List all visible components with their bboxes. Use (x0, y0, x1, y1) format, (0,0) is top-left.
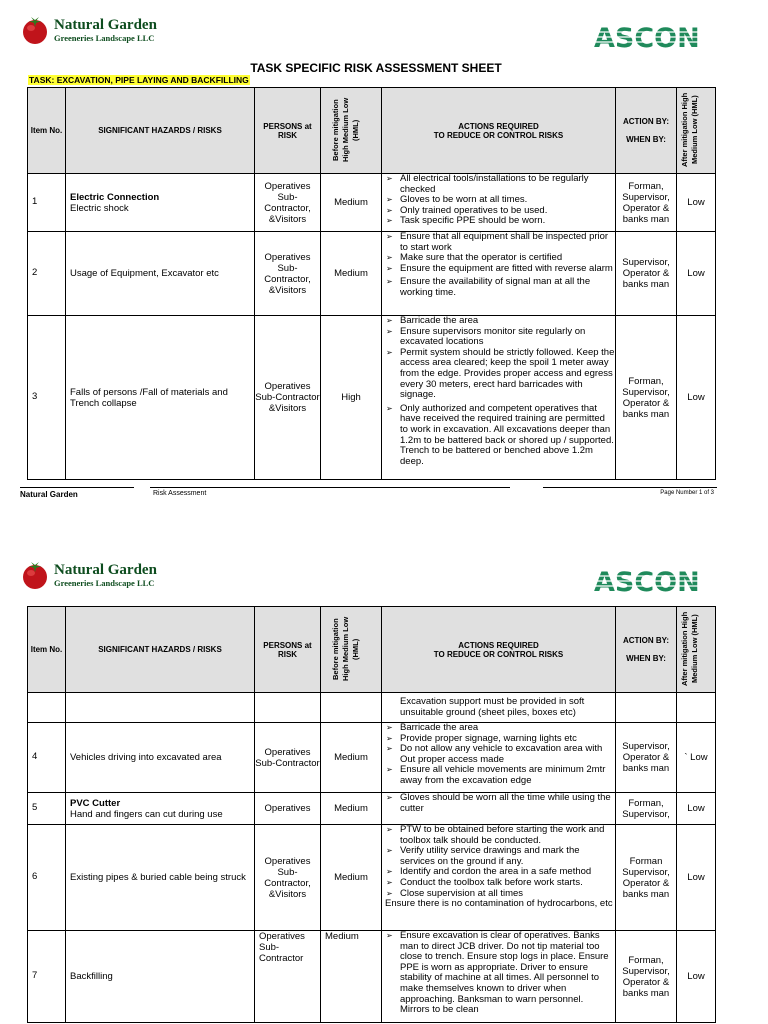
after-cell: Low (677, 232, 716, 316)
before-cell: Medium (321, 793, 382, 825)
after-cell: Low (677, 931, 716, 1023)
action-item: ➢ Provide proper signage, warning lights etc (400, 734, 615, 745)
footer-doc: Risk Assessment (153, 490, 207, 497)
header-item: Item No. (28, 88, 66, 174)
table-header-row (28, 88, 716, 174)
action-item: ➢ Permit system should be strictly followed. Keep the access area cleared; keep the spoil 1 meter away from the edge. Provides proper access and egress every 30 meters, erect hard barricades with signage. (400, 348, 615, 401)
hazard-cell: Vehicles driving into excavated area (66, 723, 255, 793)
company-subtitle: Greeneries Landscape LLC (54, 33, 155, 43)
header-actions: ACTIONS REQUIRED TO REDUCE OR CONTROL RISKS (382, 607, 616, 693)
header-item: Item No. (28, 607, 66, 693)
hazard-cell: Usage of Equipment, Excavator etc (66, 232, 255, 316)
action-item: ➢ Ensure excavation is clear of operatives. Banks man to direct JCB driver. Do not tip material too close to trench. Ensure stop logs in place. Ensure PPE is worn as appropriate. Driver to ensure stability of machine at all times. All personnel to make themselves known to driver when approaching. Banksman to warn personnel. Mirrors to be clean (400, 931, 615, 1016)
action-item: ➢ Conduct the toolbox talk before work starts. (400, 878, 615, 889)
action-by-cell: Forman, Supervisor, Operator & banks man (616, 174, 677, 232)
action-item: ➢ All electrical tools/installations to be regularly checked (400, 174, 615, 195)
sheet-title: TASK SPECIFIC RISK ASSESSMENT SHEET (250, 61, 502, 75)
after-cell: Low (677, 174, 716, 232)
hazard-cell: PVC Cutter Hand and fingers can cut during use (66, 793, 255, 825)
continuation-row (28, 693, 716, 723)
header-actions: ACTIONS REQUIRED TO REDUCE OR CONTROL RISKS (382, 88, 616, 174)
header-hazards: SIGNIFICANT HAZARDS / RISKS (66, 607, 255, 693)
continuation-text: Excavation support must be provided in soft unsuitable ground (sheet piles, boxes etc) (382, 693, 616, 723)
action-item: ➢ Verify utility service drawings and mark the services on the ground if any. (400, 846, 615, 867)
header-persons: PERSONS at RISK (255, 607, 321, 693)
header-before: Before mitigation High Medium Low (HML) (331, 616, 360, 681)
page-1 (0, 0, 768, 500)
company-name: Natural Garden (54, 17, 157, 33)
tomato-logo-icon (20, 560, 50, 590)
action-item: ➢ Ensure all vehicle movements are minimum 2mtr away from the excavation edge (400, 765, 615, 786)
action-item: ➢ Only trained operatives to be used. (400, 206, 615, 217)
persons-cell: Operatives Sub-Contractor &Visitors (255, 316, 321, 480)
before-cell: Medium (321, 723, 382, 793)
actions-cell (382, 825, 616, 931)
action-item: ➢ Close supervision at all times (400, 889, 615, 900)
action-by-cell: Supervisor, Operator & banks man (616, 232, 677, 316)
ascon-logo (594, 24, 712, 50)
action-item: ➢ Barricade the area (400, 723, 615, 734)
footer-page-number: Page Number 1 of 3 (660, 490, 714, 496)
action-item: ➢ Gloves to be worn at all times. (400, 195, 615, 206)
action-note: Ensure there is no contamination of hydrocarbons, etc (385, 898, 613, 910)
item-number: 7 (28, 931, 66, 1023)
table-row (28, 931, 716, 1023)
header-before: Before mitigation High Medium Low (HML) (331, 97, 360, 162)
header-action-by: ACTION BY: WHEN BY: (616, 88, 677, 174)
action-item: ➢ PTW to be obtained before starting the work and toolbox talk should be conducted. (400, 825, 615, 846)
action-by-cell: Forman, Supervisor, (616, 793, 677, 825)
tomato-logo-icon (20, 15, 50, 45)
before-cell: High (321, 316, 382, 480)
item-number: 1 (28, 174, 66, 232)
actions-cell (382, 723, 616, 793)
persons-cell: Operatives Sub-Contractor, &Visitors (255, 232, 321, 316)
hazard-cell: Electric Connection Electric shock (66, 174, 255, 232)
header-persons: PERSONS at RISK (255, 88, 321, 174)
after-cell: Low (677, 316, 716, 480)
before-cell: Medium (321, 825, 382, 931)
action-by-cell: Forman, Supervisor, Operator & banks man (616, 316, 677, 480)
task-label: TASK: EXCAVATION, PIPE LAYING AND BACKFILLING (29, 75, 249, 85)
header-action-by: ACTION BY: WHEN BY: (616, 607, 677, 693)
ascon-logo (594, 568, 712, 594)
table-row (28, 232, 716, 316)
header-after: After mitigation High Medium Low (HML) (680, 92, 699, 167)
footer-line-right (543, 487, 717, 488)
after-cell: Low (677, 825, 716, 931)
action-item: ➢ Make sure that the operator is certified (400, 253, 615, 264)
after-cell: ` Low (677, 723, 716, 793)
actions-cell (382, 316, 616, 480)
action-item: ➢ Ensure that all equipment shall be inspected prior to start work (400, 232, 615, 253)
action-by-cell: Supervisor, Operator & banks man (616, 723, 677, 793)
svg-text:ASCON: ASCON (594, 24, 700, 50)
table-header-row (28, 607, 716, 693)
actions-cell (382, 232, 616, 316)
footer-line-mid (150, 487, 510, 488)
persons-cell: Operatives Sub-Contractor (255, 931, 321, 1023)
persons-cell: Operatives Sub-Contractor, &Visitors (255, 825, 321, 931)
actions-cell (382, 931, 616, 1023)
before-cell: Medium (321, 174, 382, 232)
action-item: ➢ Identify and cordon the area in a safe method (400, 867, 615, 878)
page-2 (0, 520, 768, 1024)
before-cell: Medium (321, 931, 382, 1023)
hazard-cell: Existing pipes & buried cable being struck (66, 825, 255, 931)
action-item: ➢ Task specific PPE should be worn. (400, 216, 615, 227)
action-by-cell: Forman, Supervisor, Operator & banks man (616, 931, 677, 1023)
table-row (28, 723, 716, 793)
item-number: 6 (28, 825, 66, 931)
item-number: 4 (28, 723, 66, 793)
after-cell: Low (677, 793, 716, 825)
company-logo (20, 15, 157, 45)
action-item: ➢ Gloves should be worn all the time while using the cutter (400, 793, 615, 814)
footer-company: Natural Garden (20, 490, 78, 499)
action-item: ➢ Ensure the equipment are fitted with reverse alarm (400, 264, 615, 275)
company-subtitle: Greeneries Landscape LLC (54, 578, 155, 588)
header-after: After mitigation High Medium Low (HML) (680, 611, 699, 686)
hazard-cell: Falls of persons /Fall of materials and Trench collapse (66, 316, 255, 480)
action-item: ➢ Ensure supervisors monitor site regularly on excavated locations (400, 327, 615, 348)
company-name: Natural Garden (54, 562, 157, 578)
item-number: 2 (28, 232, 66, 316)
hazard-cell: Backfilling (66, 931, 255, 1023)
footer-line-left (20, 487, 134, 488)
header-hazards: SIGNIFICANT HAZARDS / RISKS (66, 88, 255, 174)
table-row (28, 825, 716, 931)
persons-cell: Operatives Sub-Contractor, &Visitors (255, 174, 321, 232)
table-row (28, 174, 716, 232)
actions-cell (382, 793, 616, 825)
action-item: ➢ Do not allow any vehicle to excavation area with Out proper access made (400, 744, 615, 765)
persons-cell: Operatives (255, 793, 321, 825)
svg-text:ASCON: ASCON (594, 568, 700, 594)
action-by-cell: Forman Supervisor, Operator & banks man (616, 825, 677, 931)
actions-cell (382, 174, 616, 232)
before-cell: Medium (321, 232, 382, 316)
risk-table-page-1 (27, 87, 716, 480)
risk-table-page-2 (27, 606, 716, 1023)
table-row (28, 793, 716, 825)
action-item: ➢ Ensure the availability of signal man at all the working time. (400, 277, 615, 298)
persons-cell: Operatives Sub-Contractor (255, 723, 321, 793)
item-number: 3 (28, 316, 66, 480)
action-item: ➢ Barricade the area (400, 316, 615, 327)
table-row (28, 316, 716, 480)
company-logo (20, 560, 157, 590)
action-item: ➢ Only authorized and competent operatives that have received the required training are permitted to work in excavation. All excavations deeper than 1.2m to be battered back or shored up / supported. Trench to be battered or benched above 1.2m deep. (400, 404, 615, 468)
item-number: 5 (28, 793, 66, 825)
